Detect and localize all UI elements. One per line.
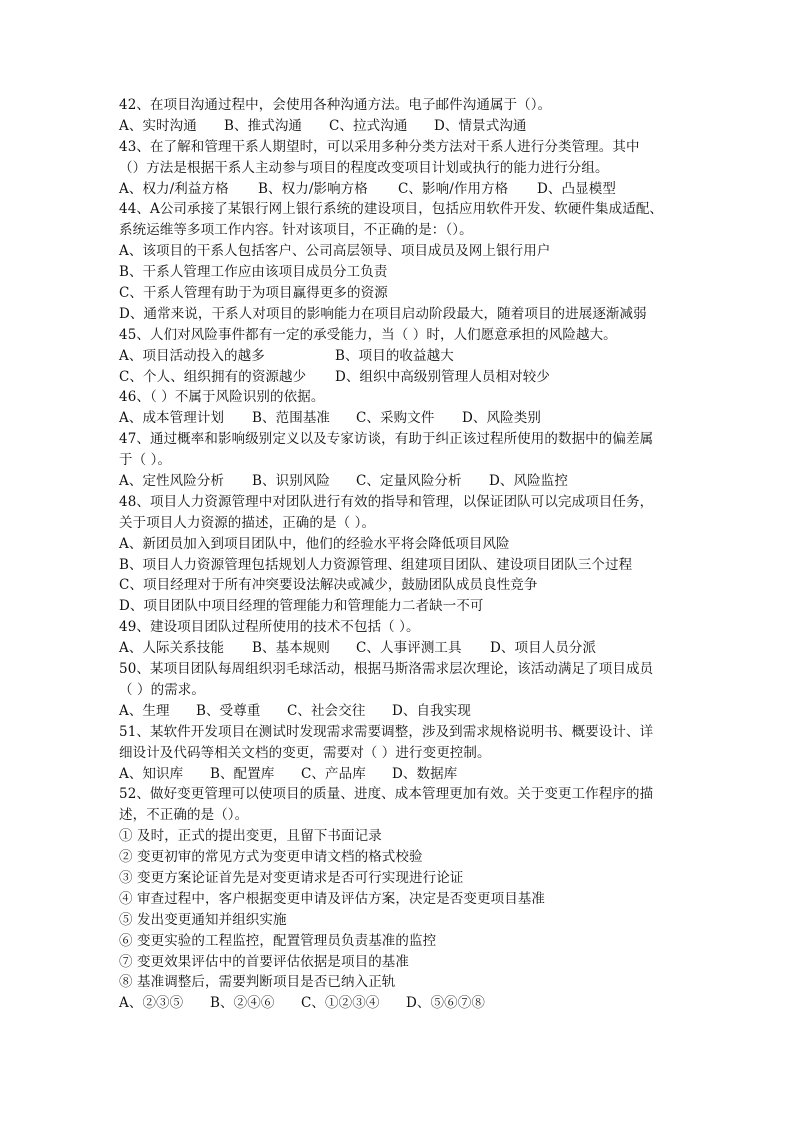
question-stem-line: 43、在了解和管理干系人期望时，可以采用多种分类方法对干系人进行分类管理。其中 — [119, 138, 640, 155]
option-b: B、权力/影响方格 — [258, 180, 368, 197]
options-line — [119, 346, 679, 367]
option-d: D、风险监控 — [489, 473, 568, 490]
question-stem-line: 50、某项目团队每周组织羽毛球活动，根据马斯洛需求层次理论，该活动满足了项目成员 — [119, 661, 654, 678]
question-stem-line: （ ）的需求。 — [119, 681, 205, 698]
option-b: B、识别风险 — [252, 473, 331, 490]
option-b: B、配置库 — [210, 765, 275, 782]
options-line — [119, 701, 679, 722]
question-52 — [119, 784, 679, 1014]
question-51 — [119, 722, 679, 785]
option-d: D、自我实现 — [392, 702, 471, 719]
option-c: C、干系人管理有助于为项目赢得更多的资源 — [119, 285, 388, 302]
option-d: D、组织中高级别管理人员相对较少 — [335, 368, 550, 385]
option-a: A、知识库 — [119, 765, 184, 782]
option-d: D、⑤⑥⑦⑧ — [406, 995, 485, 1012]
question-stem-line: 45、人们对风险事件都有一定的承受能力，当（ ）时，人们愿意承担的风险越大。 — [119, 326, 617, 343]
options-line — [119, 764, 679, 785]
question-stem-line: 49、建设项目团队过程所使用的技术不包括（ ）。 — [119, 619, 420, 636]
question-50 — [119, 659, 679, 722]
option-a: A、定性风险分析 — [119, 473, 225, 490]
option-a: A、新团员加入到项目团队中，他们的经验水平将会降低项目风险 — [119, 535, 510, 552]
question-48 — [119, 492, 679, 617]
option-d: D、凸显模型 — [537, 180, 616, 197]
question-stem-line: 51、某软件开发项目在测试时发现需求需要调整，涉及到需求规格说明书、概要设计、详 — [119, 723, 654, 740]
options-line — [119, 367, 679, 388]
question-49 — [119, 617, 679, 659]
option-a: A、②③⑤ — [119, 995, 184, 1012]
option-c: C、定量风险分析 — [356, 473, 462, 490]
option-b: B、受尊重 — [196, 702, 261, 719]
question-stem-line: 系统运维等多项工作内容。针对该项目，不正确的是：（）。 — [119, 222, 473, 239]
statement-4: ④ 审查过程中，客户根据变更申请及评估方案，决定是否变更项目基准 — [119, 890, 545, 907]
question-47 — [119, 429, 679, 492]
question-stem-line: 42、在项目沟通过程中，会使用各种沟通方法。电子邮件沟通属于（）。 — [119, 97, 552, 113]
question-stem-line: 于（ ）。 — [119, 452, 172, 469]
option-c: C、产品库 — [301, 765, 366, 782]
question-stem-line: 47、通过概率和影响级别定义以及专家访谈，有助于纠正该过程所使用的数据中的偏差属 — [119, 431, 654, 448]
question-stem-line: 细设计及代码等相关文档的变更，需要对（ ）进行变更控制。 — [119, 744, 491, 761]
question-stem-line: （）方法是根据干系人主动参与项目的程度改变项目计划或执行的能力进行分组。 — [119, 159, 609, 176]
option-b: B、干系人管理工作应由该项目成员分工负责 — [119, 264, 388, 281]
option-b: B、②④⑥ — [210, 995, 275, 1012]
question-stem-line: 48、项目人力资源管理中对团队进行有效的指导和管理，以保证团队可以完成项目任务， — [119, 493, 654, 510]
option-b: B、推式沟通 — [224, 117, 303, 134]
option-b: B、基本规则 — [252, 640, 331, 657]
option-c: C、影响/作用方格 — [398, 180, 509, 197]
options-line — [119, 116, 679, 137]
option-d: D、情景式沟通 — [434, 117, 527, 134]
question-45 — [119, 325, 679, 388]
option-a: A、该项目的干系人包括客户、公司高层领导、项目成员及网上银行用户 — [119, 243, 551, 260]
option-b: B、项目的收益越大 — [335, 347, 454, 364]
option-c: C、人事评测工具 — [356, 640, 462, 657]
option-a: A、人际关系技能 — [119, 640, 225, 657]
option-d: D、风险类别 — [462, 410, 541, 427]
option-a: A、实时沟通 — [119, 117, 197, 134]
statement-5: ⑤ 发出变更通知并组织实施 — [119, 911, 287, 928]
option-c: C、个人、组织拥有的资源越少 — [119, 368, 307, 385]
option-a: A、生理 — [119, 702, 170, 719]
option-b: B、项目人力资源管理包括规划人力资源管理、组建项目团队、建设项目团队三个过程 — [119, 556, 633, 573]
statement-2: ② 变更初审的常见方式为变更申请文档的格式校验 — [119, 849, 423, 866]
options-line — [119, 179, 679, 200]
question-46 — [119, 387, 679, 429]
options-line — [119, 993, 679, 1014]
option-c: C、项目经理对于所有冲突要设法解决或减少，鼓励团队成员良性竞争 — [119, 577, 538, 594]
option-d: D、数据库 — [392, 765, 458, 782]
question-43 — [119, 137, 679, 200]
statement-8: ⑧ 基准调整后，需要判断项目是否已纳入正轨 — [119, 974, 396, 991]
question-42 — [119, 95, 679, 137]
option-c: C、①②③④ — [301, 995, 380, 1012]
option-a: A、项目活动投入的越多 — [119, 347, 265, 364]
question-stem-line: 44、A公司承接了某银行网上银行系统的建设项目，包括应用软件开发、软硬件集成适配、 — [119, 201, 664, 218]
question-stem-line: 关于项目人力资源的描述，正确的是（ ）。 — [119, 514, 376, 531]
option-c: C、拉式沟通 — [329, 117, 408, 134]
option-d: D、通常来说，干系人对项目的影响能力在项目启动阶段最大，随着项目的进展逐渐减弱 — [119, 305, 647, 322]
statement-6: ⑥ 变更实验的工程监控，配置管理员负责基准的监控 — [119, 932, 437, 949]
question-stem-line: 52、做好变更管理可以使项目的质量、进度、成本管理更加有效。关于变更工作程序的描 — [119, 786, 654, 803]
option-b: B、范围基准 — [252, 410, 331, 427]
question-list — [119, 95, 679, 1014]
statement-3: ③ 变更方案论证首先是对变更请求是否可行实现进行论证 — [119, 869, 464, 886]
option-c: C、采购文件 — [356, 410, 435, 427]
option-d: D、项目团队中项目经理的管理能力和管理能力二者缺一不可 — [119, 598, 484, 615]
option-c: C、社会交往 — [287, 702, 366, 719]
question-44 — [119, 199, 679, 324]
option-a: A、权力/利益方格 — [119, 180, 229, 197]
options-line — [119, 408, 679, 429]
option-a: A、成本管理计划 — [119, 410, 225, 427]
options-line — [119, 638, 679, 659]
options-line — [119, 471, 679, 492]
question-stem-line: 46、（ ）不属于风险识别的依据。 — [119, 389, 325, 406]
question-stem-line: 述，不正确的是（）。 — [119, 807, 249, 824]
statement-1: ① 及时，正式的提出变更，且留下书面记录 — [119, 828, 382, 845]
option-d: D、项目人员分派 — [490, 640, 597, 657]
statement-7: ⑦ 变更效果评估中的首要评估依据是项目的基准 — [119, 953, 409, 970]
